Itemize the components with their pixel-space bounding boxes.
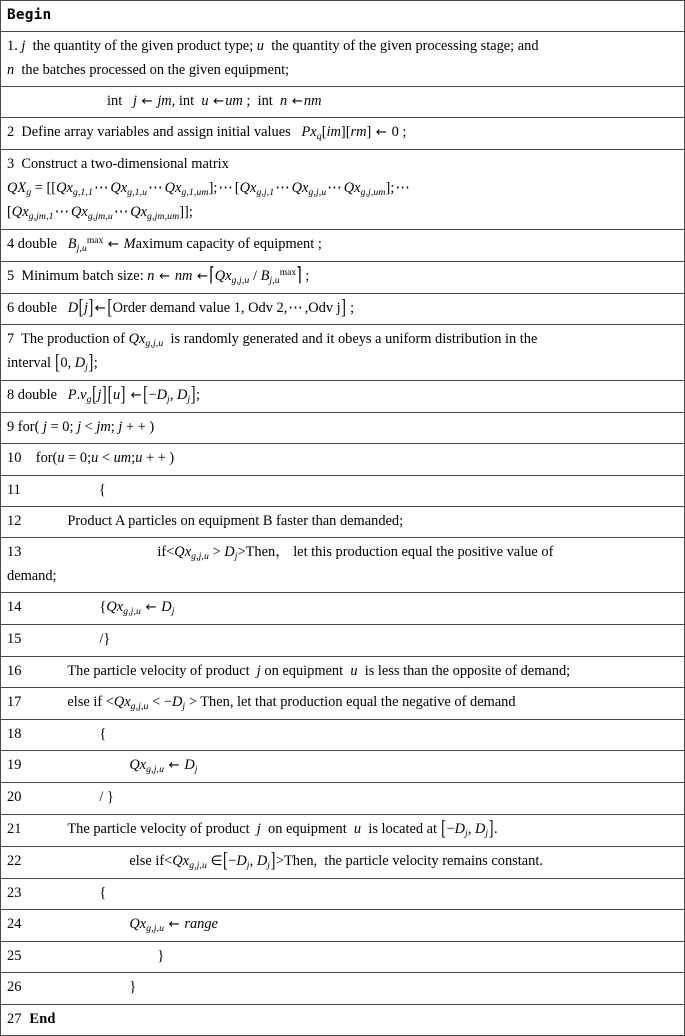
table-row-step-17	[1, 688, 685, 720]
step-14-content: 14 {$Qx_{g,j,u}$ ← $D_j$	[1, 593, 685, 625]
table-row-step-22	[1, 846, 685, 878]
step-24-content: 24 $Qx_{g,j,u}$ ← range	[1, 910, 685, 942]
table-row-step-8	[1, 380, 685, 412]
table-row-end	[1, 1004, 685, 1035]
table-row-step-10	[1, 444, 685, 475]
step-25-content: 25 }	[1, 942, 685, 973]
step-21-content: 21 The particle velocity of product j on equipment u is located at [$-D_j$, $D_j$].	[1, 814, 685, 846]
table-row-step-21	[1, 814, 685, 846]
table-row-step-12	[1, 506, 685, 537]
step-16-content: 16 The particle velocity of product j on equipment u is less than the opposite of demand;	[1, 656, 685, 687]
table-row-step-14	[1, 593, 685, 625]
step-19-content: 19 $Qx_{g,j,u}$ ← $D_j$	[1, 751, 685, 783]
table-row-step-9	[1, 412, 685, 443]
table-row-step-1	[1, 32, 685, 87]
table-row-step-7	[1, 324, 685, 380]
table-row-step-16	[1, 656, 685, 687]
step-1-declaration-content: int j ← jm, int u ←um ; int n ←nm	[1, 86, 685, 117]
table-row-step-4	[1, 229, 685, 261]
table-row-begin	[1, 1, 685, 32]
step-22-content: 22 else $if<Qx_{g,j,u}$ $\in[-D_j$, $D_j]>Then$, the particle velocity remains constant.	[1, 846, 685, 878]
step-13-content: 13 $if<Qx_{g,j,u}$ > $D_j>Then$， let this production equal the positive value of demand;	[1, 538, 685, 593]
step-7-content: 7 The production of $Qx_{g,j,u}$ is randomly generated and it obeys a uniform distribution in the interval [0, $D_j$];	[1, 324, 685, 380]
table-row-step-6	[1, 293, 685, 324]
step-2-content: 2 Define array variables and assign initial values $Px_q[im][rm]$ ← 0 ;	[1, 118, 685, 150]
step-11-content: 11 {	[1, 475, 685, 506]
table-row-step-15	[1, 625, 685, 656]
step-23-content: 23 {	[1, 878, 685, 909]
step-20-content: 20 / }	[1, 783, 685, 814]
step-1-content: 1. j the quantity of the given product type; u the quantity of the given processing stage; and n the batches processed on the given equipment;	[1, 32, 685, 87]
table-row-step-18	[1, 720, 685, 751]
step-4-content: 4 double $B_{j,u}^{max}$ ← Maximum capacity of equipment ;	[1, 229, 685, 261]
step-9-content: 9 for( j = 0; j < jm; j + + )	[1, 412, 685, 443]
table-row-step-26	[1, 973, 685, 1004]
table-row-step-24	[1, 910, 685, 942]
step-15-content: 15 /}	[1, 625, 685, 656]
step-17-content: 17 else if $<Qx_{g,j,u} < -D_j$ > Then, let that production equal the negative of demand	[1, 688, 685, 720]
step-8-content: 8 double $P.v_g[j][u]$ ← [$-D_j$, $D_j$];	[1, 380, 685, 412]
step-26-content: 26 }	[1, 973, 685, 1004]
table-row-step-5	[1, 261, 685, 293]
table-row-step-11	[1, 475, 685, 506]
table-row-step-23	[1, 878, 685, 909]
step-12-content: 12 Product A particles on equipment B faster than demanded;	[1, 506, 685, 537]
step-18-content: 18 {	[1, 720, 685, 751]
step-27-content: 27 End	[1, 1004, 685, 1035]
table-row-step-13	[1, 538, 685, 593]
table-row-step-2	[1, 118, 685, 150]
step-6-content: 6 double D[j] ← [Order demand value 1, Odv 2,⋯,Odv j] ;	[1, 293, 685, 324]
table-row-step-25	[1, 942, 685, 973]
step-5-content: 5 Minimum batch size: n ← nm $\leftarrow⌈Qx_{g,j,u}$ / $B_{j,u}^{max}⌉$ ;	[1, 261, 685, 293]
step-10-content: 10 for(u = 0;u < um;u + + )	[1, 444, 685, 475]
step-3-content: 3 Construct a two-dimensional matrix $QX_g$ = [$[Qx_{g,1,1}\cdots Qx_{g,1,u}\cdots Qx_{g,1,um}];\cdots[Qx_{g,j,1}\cdots Qx_{g,j,u}\cdots Qx_{g,j,um}];\cdots$ $[Qx_{g,jm,1}\cdots Qx_{g,jm,u}\cdots Qx_{g,jm,um}]$];	[1, 150, 685, 229]
begin-label: Begin	[1, 1, 685, 32]
table-row-step-3	[1, 150, 685, 229]
table-row-step-19	[1, 751, 685, 783]
table-row-step-1-declaration	[1, 86, 685, 117]
table-row-step-20	[1, 783, 685, 814]
